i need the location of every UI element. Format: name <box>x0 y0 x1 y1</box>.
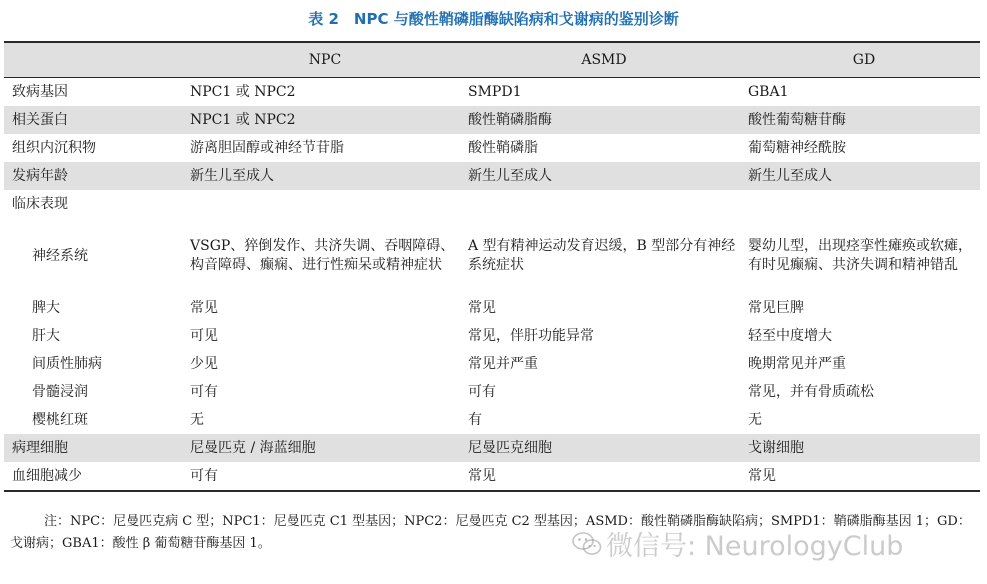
row-label: 病理细胞 <box>12 439 68 456</box>
row-label: 肝大 <box>32 327 60 344</box>
row-label: 骨髓浸润 <box>32 383 88 400</box>
section-label: 临床表现 <box>12 195 68 212</box>
table-cell: 常见 <box>748 467 776 484</box>
watermark <box>572 524 903 564</box>
table-cell: 常见 <box>190 299 218 316</box>
table-cell: 酸性鞘磷脂酶 <box>468 111 552 128</box>
table-row <box>4 218 980 294</box>
row-label: 樱桃红斑 <box>32 411 88 428</box>
table-row <box>4 406 980 434</box>
table-row <box>4 106 980 134</box>
row-label: 血细胞减少 <box>12 467 82 484</box>
table-cell: 无 <box>748 411 762 428</box>
table-cell: 酸性鞘磷脂 <box>468 139 538 156</box>
row-label: 组织内沉积物 <box>12 139 96 156</box>
table-cell: 晚期常见并严重 <box>748 355 846 372</box>
table-title: 表 2 NPC 与酸性鞘磷脂酶缺陷病和戈谢病的鉴别诊断 <box>308 10 679 28</box>
table-cell: NPC1 或 NPC2 <box>190 83 296 100</box>
table-row <box>4 462 980 490</box>
table-cell: 常见，伴肝功能异常 <box>468 327 594 344</box>
table-header-row <box>4 43 980 78</box>
diagnosis-table <box>4 41 980 492</box>
table-row <box>4 322 980 350</box>
table-row <box>4 190 980 218</box>
table-cell: 可见 <box>190 327 218 344</box>
table-cell: 可有 <box>468 383 496 400</box>
row-label: 发病年龄 <box>12 167 68 184</box>
table-cell: NPC1 或 NPC2 <box>190 111 296 128</box>
table-cell: 尼曼匹克细胞 <box>468 439 552 456</box>
table-cell: 新生儿至成人 <box>468 167 552 184</box>
table-row <box>4 378 980 406</box>
table-cell: 新生儿至成人 <box>748 167 832 184</box>
row-label: 相关蛋白 <box>12 111 68 128</box>
table-cell: VSGP、猝倒发作、共济失调、吞咽障碍、构音障碍、癫痫、进行性痴呆或精神症状 <box>190 238 455 273</box>
table-cell: 尼曼匹克 / 海蓝细胞 <box>190 439 316 456</box>
header-cell-gd: GD <box>852 51 876 68</box>
table-cell: 无 <box>190 411 204 428</box>
table-row <box>4 134 980 162</box>
table-cell: 酸性葡萄糖苷酶 <box>748 111 846 128</box>
table-cell: 常见 <box>468 299 496 316</box>
table-footnote: 注：NPC：尼曼匹克病 C 型；NPC1：尼曼匹克 C1 型基因；NPC2：尼曼匹克 C2 型基因；ASMD：酸性鞘磷脂酶缺陷病；SMPD1：鞘磷脂酶基因 1；GD：戈谢病；GBA1：酸性 β 葡萄糖苷酶基因 1。 <box>10 514 971 551</box>
table-row <box>4 78 980 106</box>
row-label: 致病基因 <box>12 83 68 100</box>
table-cell: 新生儿至成人 <box>190 167 274 184</box>
table-cell: 戈谢细胞 <box>748 439 804 456</box>
table-cell: 常见，并有骨质疏松 <box>748 383 874 400</box>
table-cell: 可有 <box>190 467 218 484</box>
table-cell: SMPD1 <box>468 83 522 100</box>
header-cell-npc: NPC <box>308 51 342 68</box>
table-cell: 轻至中度增大 <box>748 327 832 344</box>
table-cell: GBA1 <box>748 83 789 100</box>
row-label: 神经系统 <box>32 247 88 264</box>
table-cell: 常见 <box>468 467 496 484</box>
header-cell-asmd: ASMD <box>581 51 627 68</box>
table-row <box>4 294 980 322</box>
wechat-icon <box>572 531 602 564</box>
table-row <box>4 350 980 378</box>
table-row <box>4 162 980 190</box>
watermark-text: 微信号: NeurologyClub <box>606 531 904 562</box>
table-cell: 可有 <box>190 383 218 400</box>
table-cell: 常见巨脾 <box>748 299 804 316</box>
table-cell: 常见并严重 <box>468 355 538 372</box>
table-cell: 少见 <box>190 355 218 372</box>
table-cell: A 型有精神运动发育迟缓，B 型部分有神经系统症状 <box>468 238 736 273</box>
row-label: 间质性肺病 <box>32 355 102 372</box>
table-cell: 游离胆固醇或神经节苷脂 <box>190 139 344 156</box>
table-cell: 葡萄糖神经酰胺 <box>748 139 846 156</box>
table-row <box>4 434 980 462</box>
row-label: 脾大 <box>32 299 60 316</box>
table-cell: 婴幼儿型，出现痉挛性瘫痪或软瘫，有时见癫痫、共济失调和精神错乱 <box>748 238 972 273</box>
table-cell: 有 <box>468 411 482 428</box>
